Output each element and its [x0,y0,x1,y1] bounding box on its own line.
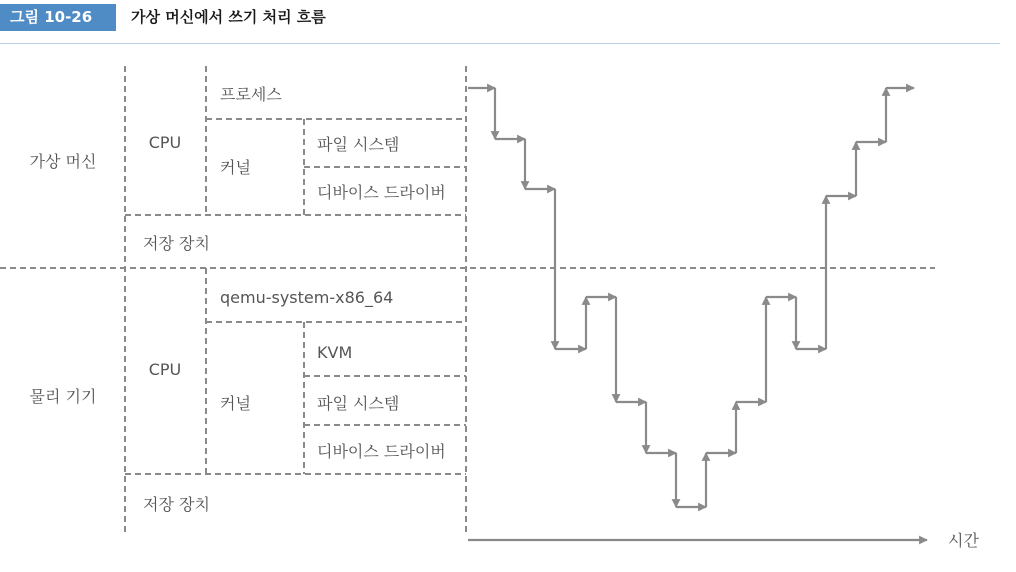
host-filesystem-label: 파일 시스템 [317,394,400,413]
layer-grid [0,66,935,532]
time-axis-label: 시간 [948,531,979,550]
figure-title: 가상 머신에서 쓰기 처리 흐름 [131,8,326,26]
host-kernel-label: 커널 [220,394,251,413]
vm-label: 가상 머신 [29,152,97,171]
host-label: 물리 기기 [29,387,97,406]
host-storage-label: 저장 장치 [143,495,210,514]
host-kvm-label: KVM [317,343,353,362]
host-driver-label: 디바이스 드라이버 [317,442,446,461]
write-flow-path [468,88,914,507]
vm-process-label: 프로세스 [220,85,282,104]
host-qemu-label: qemu-system-x86_64 [220,288,394,307]
vm-kernel-label: 커널 [220,158,251,177]
vm-driver-label: 디바이스 드라이버 [317,183,446,202]
vm-storage-label: 저장 장치 [143,234,210,253]
vm-filesystem-label: 파일 시스템 [317,135,400,154]
vm-cpu-label: CPU [148,133,182,152]
host-cpu-label: CPU [148,360,182,379]
figure-number-badge: 그림 10-26 [0,4,116,31]
